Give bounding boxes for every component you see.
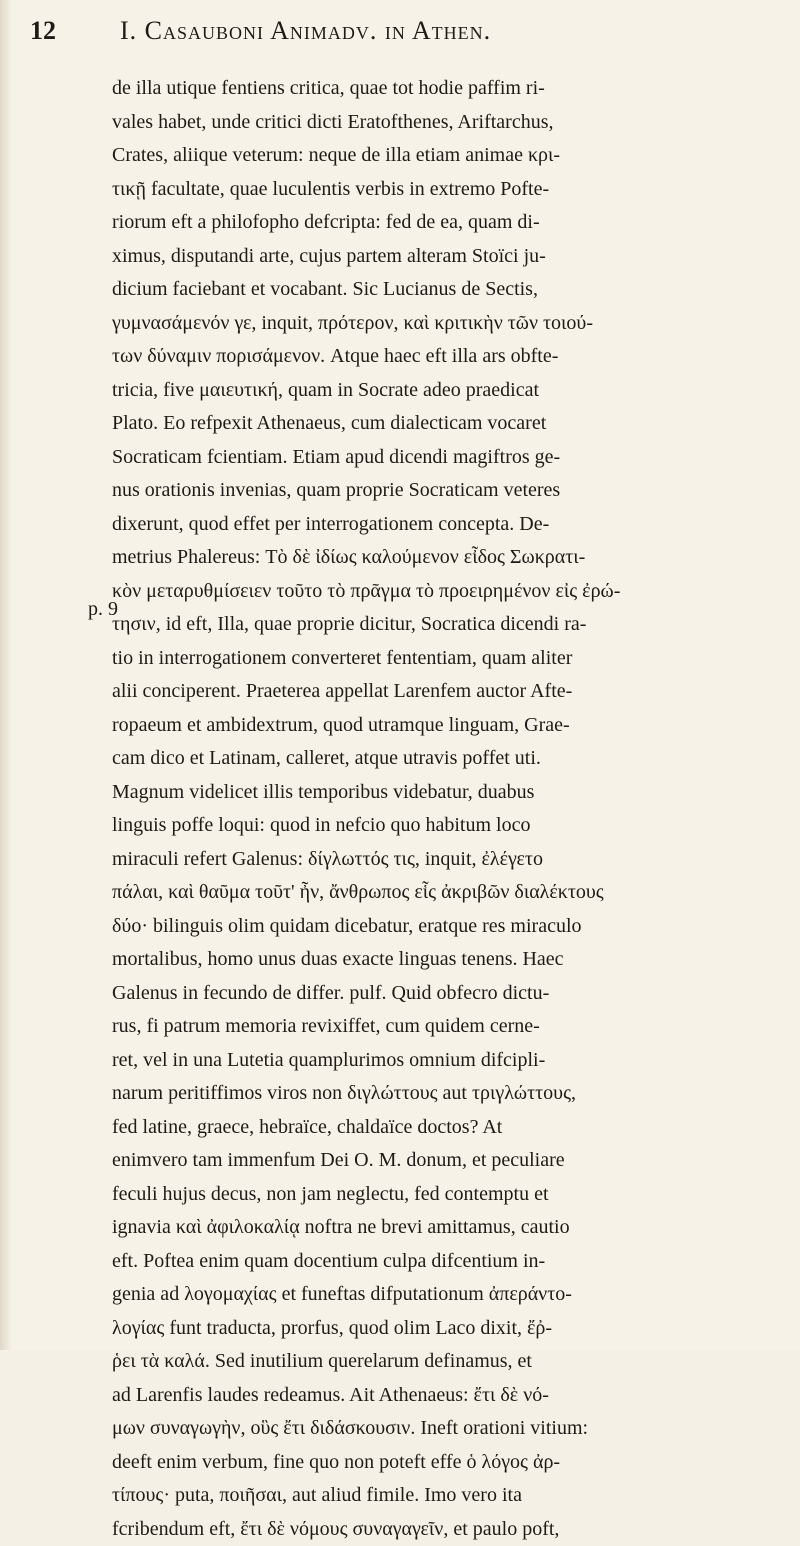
- text-line: tricia, five μαιευτική, quam in Socrate adeo praedicat: [112, 374, 777, 408]
- text-line: deeft enim verbum, fine quo non poteft effe ὁ λόγος ἀρ-: [112, 1446, 777, 1480]
- text-line: narum peritiffimos viros non διγλώττους aut τριγλώττους,: [112, 1077, 777, 1111]
- text-line: fcribendum eft, ἔτι δὲ νόμους συναγαγεῖν, et paulo poft,: [112, 1513, 777, 1546]
- text-line: ropaeum et ambidextrum, quod utramque linguam, Grae-: [112, 709, 777, 743]
- text-line: mortalibus, homo unus duas exacte linguas tenens. Haec: [112, 943, 777, 977]
- text-line: τίπους· puta, ποιῆσαι, aut aliud fimile. Imo vero ita: [112, 1479, 777, 1513]
- text-line: Plato. Eo refpexit Athenaeus, cum dialecticam vocaret: [112, 407, 777, 441]
- text-line: Crates, aliique veterum: neque de illa etiam animae κρι-: [112, 139, 777, 173]
- text-line: eft. Poftea enim quam docentium culpa difcentium in-: [112, 1245, 777, 1279]
- text-line: πάλαι, καὶ θαῦμα τοῦτ' ἦν, ἄνθρωπος εἷς ἀκριβῶν διαλέκτους: [112, 876, 777, 910]
- text-line: dicium faciebant et vocabant. Sic Lucianus de Sectis,: [112, 273, 777, 307]
- text-line: miraculi refert Galenus: δίγλωττός τις, inquit, ἐλέγετο: [112, 843, 777, 877]
- text-line: ximus, disputandi arte, cujus partem alteram Stoïci ju-: [112, 240, 777, 274]
- text-line: de illa utique fentiens critica, quae tot hodie paffim ri-: [112, 72, 777, 106]
- margin-page-reference: p. 9: [88, 598, 118, 621]
- text-line: Magnum videlicet illis temporibus videbatur, duabus: [112, 776, 777, 810]
- text-line: ret, vel in una Lutetia quamplurimos omnium difcipli-: [112, 1044, 777, 1078]
- text-line: γυμνασάμενόν γε, inquit, πρότερον, καὶ κριτικὴν τῶν τοιού-: [112, 307, 777, 341]
- text-line: feculi hujus decus, non jam neglectu, fed contemptu et: [112, 1178, 777, 1212]
- text-line: ῥει τὰ καλά. Sed inutilium querelarum definamus, et: [112, 1345, 777, 1379]
- text-line: κὸν μεταρυθμίσειεν τοῦτο τὸ πρᾶγμα τὸ προειρημένον εἰς ἐρώ-: [112, 575, 777, 609]
- text-line: cam dico et Latinam, calleret, atque utravis poffet uti.: [112, 742, 777, 776]
- text-line: linguis poffe loqui: quod in nefcio quo habitum loco: [112, 809, 777, 843]
- body-text: [112, 72, 777, 1546]
- text-line: Galenus in fecundo de differ. pulf. Quid obfecro dictu-: [112, 977, 777, 1011]
- page-number: 12: [30, 16, 120, 46]
- text-line: genia ad λογομαχίας et funeftas difputationum ἀπεράντο-: [112, 1278, 777, 1312]
- text-line: μων συναγωγὴν, οὓς ἔτι διδάσκουσιν. Ineft orationi vitium:: [112, 1412, 777, 1446]
- text-line: τησιν, id eft, Illa, quae proprie dicitur, Socratica dicendi ra-: [112, 608, 777, 642]
- text-line: ignavia καὶ ἀφιλοκαλίᾳ noftra ne brevi amittamus, cautio: [112, 1211, 777, 1245]
- text-line: ad Larenfis laudes redeamus. Ait Athenaeus: ἔτι δὲ νό-: [112, 1379, 777, 1413]
- text-line: Socraticam fcientiam. Etiam apud dicendi magiftros ge-: [112, 441, 777, 475]
- text-line: riorum eft a philofopho defcripta: fed de ea, quam di-: [112, 206, 777, 240]
- text-line: vales habet, unde critici dicti Eratofthenes, Ariftarchus,: [112, 106, 777, 140]
- text-line: δύο· bilinguis olim quidam dicebatur, eratque res miraculo: [112, 910, 777, 944]
- text-line: τικῇ facultate, quae luculentis verbis in extremo Pofte-: [112, 173, 777, 207]
- page-header: [30, 16, 770, 56]
- text-line: nus orationis invenias, quam proprie Socraticam veteres: [112, 474, 777, 508]
- text-line: των δύναμιν πορισάμενον. Atque haec eft illa ars obfte-: [112, 340, 777, 374]
- text-line: rus, fi patrum memoria revixiffet, cum quidem cerne-: [112, 1010, 777, 1044]
- text-line: metrius Phalereus: Τὸ δὲ ἰδίως καλούμενον εἶδος Σωκρατι-: [112, 541, 777, 575]
- text-line: dixerunt, quod effet per interrogationem concepta. De-: [112, 508, 777, 542]
- text-line: enimvero tam immenfum Dei O. M. donum, et peculiare: [112, 1144, 777, 1178]
- page-edge-shadow: [0, 0, 12, 1350]
- running-head: I. Casauboni Animadv. in Athen.: [120, 16, 491, 46]
- text-line: alii conciperent. Praeterea appellat Larenfem auctor Afte-: [112, 675, 777, 709]
- text-line: λογίας funt traducta, prorfus, quod olim Laco dixit, ἔῤ-: [112, 1312, 777, 1346]
- text-line: tio in interrogationem converteret fententiam, quam aliter: [112, 642, 777, 676]
- text-line: fed latine, graece, hebraïce, chaldaïce doctos? At: [112, 1111, 777, 1145]
